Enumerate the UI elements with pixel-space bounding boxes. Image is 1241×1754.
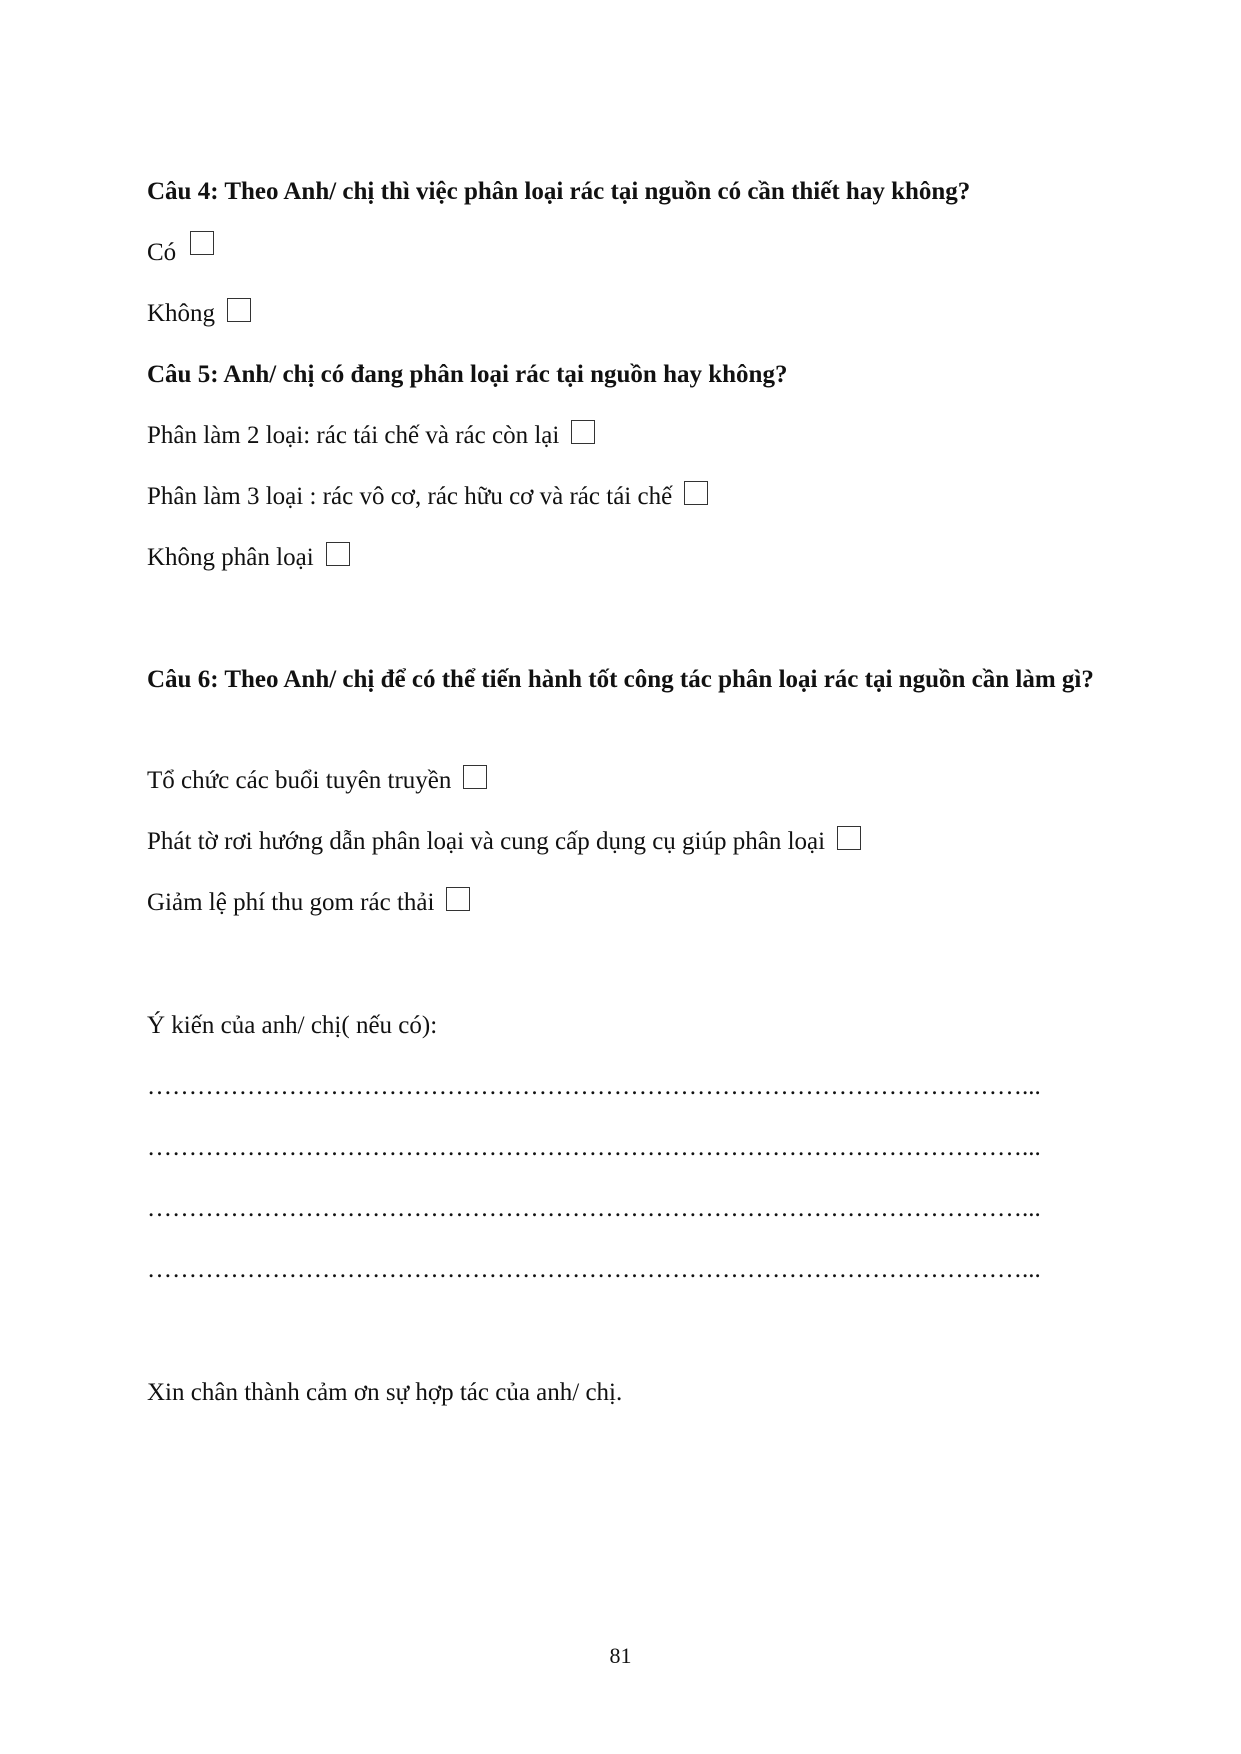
q5-option-3-label: Không phân loại (147, 544, 314, 571)
q6-option-3 (147, 887, 470, 919)
opinion-line-4[interactable]: ……………………………………………………………………………………………... (147, 1256, 1041, 1283)
question-4-title: Câu 4: Theo Anh/ chị thì việc phân loại rác tại nguồn có cần thiết hay không? (147, 178, 971, 205)
q6-option-1 (147, 765, 487, 797)
opinion-label: Ý kiến của anh/ chị( nếu có): (147, 1012, 438, 1039)
q4-option-yes-checkbox[interactable] (190, 231, 214, 255)
q6-option-2-label: Phát tờ rơi hướng dẫn phân loại và cung cấp dụng cụ giúp phân loại (147, 828, 826, 855)
q6-option-3-label: Giảm lệ phí thu gom rác thải (147, 889, 435, 916)
page-number: 81 (609, 1643, 632, 1668)
q6-option-1-label: Tổ chức các buổi tuyên truyền (147, 767, 452, 794)
opinion-line-2[interactable]: ……………………………………………………………………………………………... (147, 1134, 1041, 1161)
q6-option-1-checkbox[interactable] (463, 765, 487, 789)
opinion-line-3[interactable]: ……………………………………………………………………………………………... (147, 1195, 1041, 1222)
opinion-line-1[interactable]: ……………………………………………………………………………………………... (147, 1073, 1041, 1100)
q5-option-3-checkbox[interactable] (326, 542, 350, 566)
question-6-title: Câu 6: Theo Anh/ chị để có thể tiến hành tốt công tác phân loại rác tại nguồn cần làm gì? (147, 666, 1094, 693)
q5-option-1-checkbox[interactable] (571, 420, 595, 444)
q5-option-3 (147, 542, 350, 574)
q6-option-2 (147, 826, 861, 858)
q5-option-2-checkbox[interactable] (684, 481, 708, 505)
q4-option-yes (147, 237, 214, 269)
q5-option-1 (147, 420, 595, 452)
q4-option-no-label: Không (147, 300, 216, 327)
q5-option-2 (147, 481, 708, 513)
q4-option-no (147, 298, 251, 330)
q5-option-1-label: Phân làm 2 loại: rác tái chế và rác còn lại (147, 422, 560, 449)
question-5-title: Câu 5: Anh/ chị có đang phân loại rác tại nguồn hay không? (147, 361, 788, 388)
q6-option-3-checkbox[interactable] (446, 887, 470, 911)
q5-option-2-label: Phân làm 3 loại : rác vô cơ, rác hữu cơ và rác tái chế (147, 483, 673, 510)
q4-option-no-checkbox[interactable] (227, 298, 251, 322)
closing-text: Xin chân thành cảm ơn sự hợp tác của anh/ chị. (147, 1379, 623, 1406)
q6-option-2-checkbox[interactable] (837, 826, 861, 850)
q4-option-yes-label: Có (147, 239, 177, 266)
